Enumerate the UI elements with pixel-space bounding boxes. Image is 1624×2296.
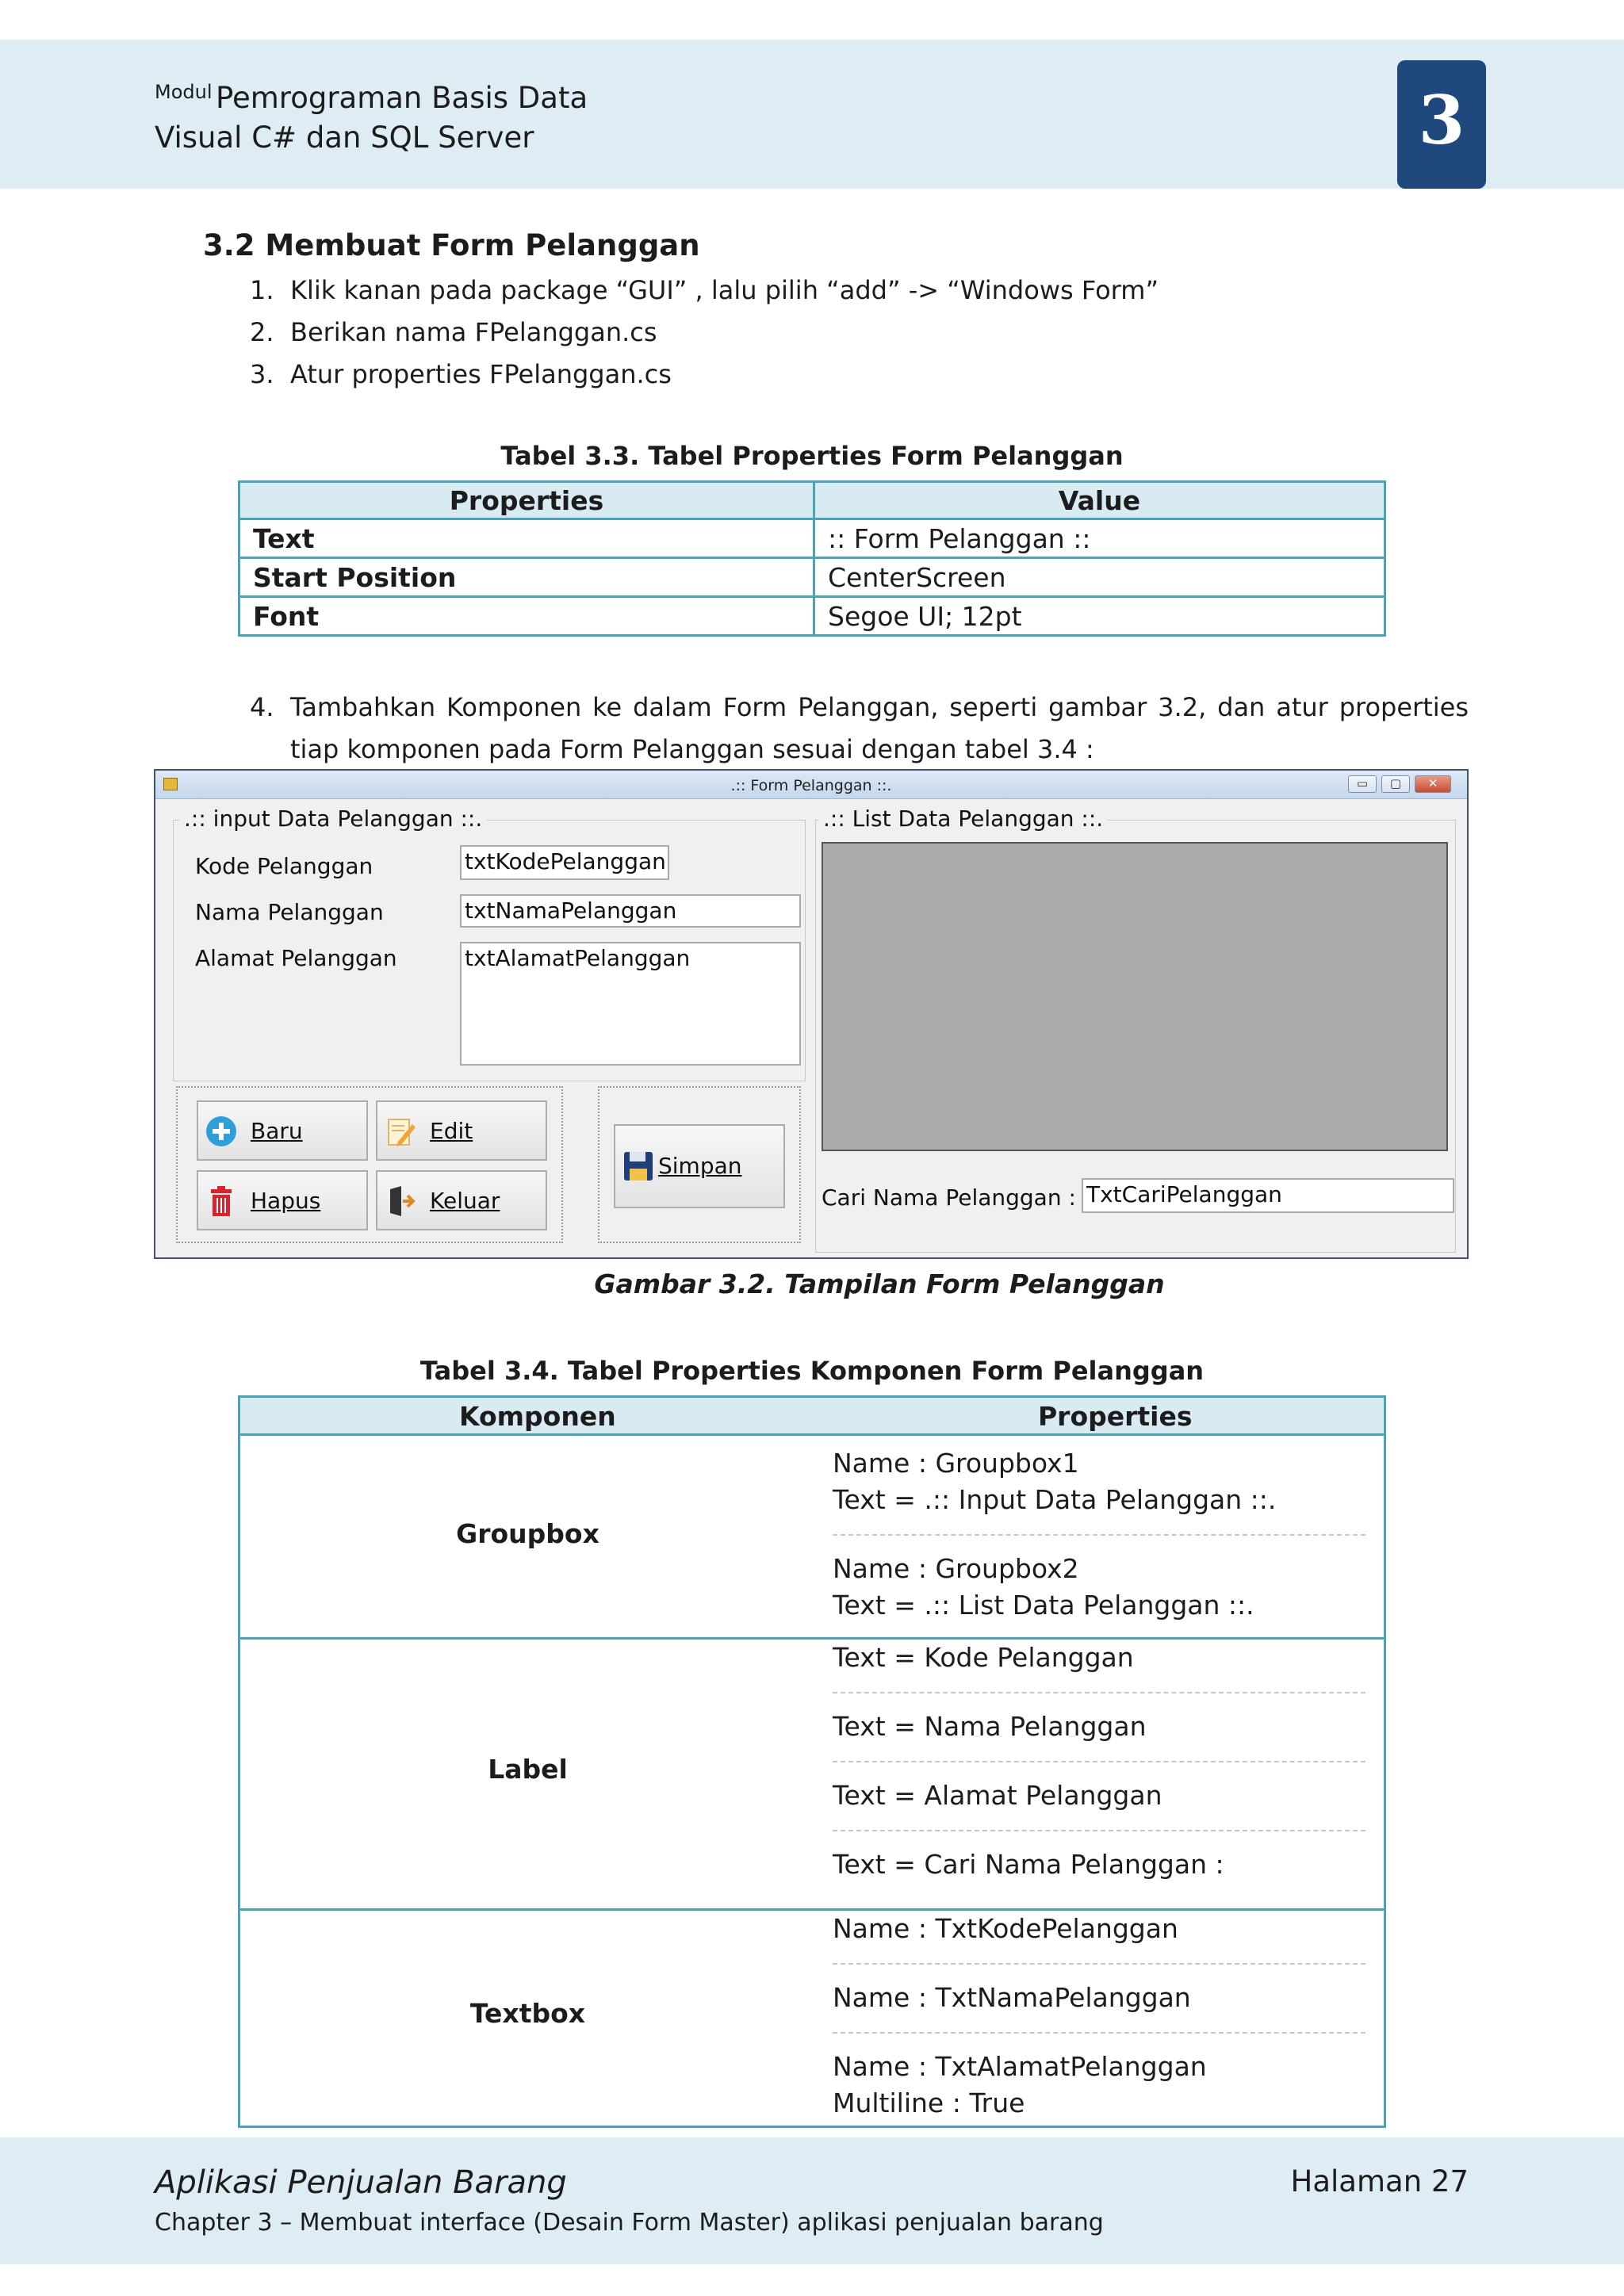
add-icon (205, 1115, 238, 1148)
label-kode: Kode Pelanggan (195, 853, 373, 879)
edit-button[interactable]: Edit (376, 1100, 547, 1161)
property-name: Start Position (239, 558, 814, 597)
kode-input[interactable]: txtKodePelanggan (460, 845, 669, 880)
modul-label: Modul (155, 81, 213, 103)
table-header-cell: Value (814, 482, 1385, 519)
keluar-button[interactable]: Keluar (376, 1170, 547, 1230)
steps-list (250, 270, 1159, 396)
component-properties: Text = Kode Pelanggan Text = Nama Pelanggan Text = Alamat Pelanggan Text = Cari Nama Pelanggan : (833, 1640, 1365, 1883)
property-value: CenterScreen (814, 558, 1385, 597)
page-header (0, 40, 1624, 189)
page-footer (0, 2137, 1624, 2264)
label-alamat: Alamat Pelanggan (195, 945, 397, 971)
step-item: 3. Atur properties FPelanggan.cs (250, 359, 672, 389)
module-title-line2: Visual C# dan SQL Server (155, 121, 534, 155)
chapter-badge: 3 (1397, 60, 1486, 189)
alamat-textarea[interactable]: txtAlamatPelanggan (460, 942, 801, 1066)
table-row (239, 597, 1385, 636)
hapus-button[interactable]: Hapus (197, 1170, 368, 1230)
label-cari: Cari Nama Pelanggan : (822, 1184, 1076, 1211)
property-value: :: Form Pelanggan :: (814, 519, 1385, 558)
step-item-4: 4. Tambahkan Komponen ke dalam Form Pelanggan, seperti gambar 3.2, dan atur properties tiap komponen pada Form Pelanggan sesuai dengan tabel 3.4 : (250, 692, 1469, 764)
table-row (239, 558, 1385, 597)
page-number: Halaman 27 (1290, 2164, 1469, 2198)
exit-icon (384, 1184, 417, 1218)
minimize-icon[interactable]: ▭ (1348, 775, 1377, 793)
property-name: Text (239, 519, 814, 558)
groupbox-input-label: .:: input Data Pelanggan ::. (179, 806, 487, 832)
property-name: Font (239, 597, 814, 636)
edit-icon (384, 1115, 417, 1148)
maximize-icon[interactable]: ▢ (1381, 775, 1410, 793)
window-title: .:: Form Pelanggan ::. (730, 777, 892, 794)
component-name: Groupbox (456, 1518, 599, 1549)
component-name: Textbox (469, 1998, 586, 2029)
dashed-divider (833, 1761, 1365, 1762)
close-icon[interactable]: ✕ (1415, 775, 1451, 793)
module-title-line1: Pemrograman Basis Data (216, 81, 588, 115)
table-header-row (240, 1398, 1384, 1436)
save-icon (622, 1150, 655, 1183)
component-properties: Name : Groupbox1 Text = .:: Input Data Pelanggan ::. Name : Groupbox2 Text = .:: List Data Pelanggan ::. (833, 1445, 1365, 1624)
table-header-cell: Properties (1038, 1401, 1193, 1432)
window-titlebar (155, 771, 1467, 799)
dashed-divider (833, 1692, 1365, 1693)
trash-icon (205, 1184, 238, 1218)
step-item: 2. Berikan nama FPelanggan.cs (250, 317, 657, 347)
cari-input[interactable]: TxtCariPelanggan (1082, 1178, 1454, 1213)
dashed-divider (833, 1534, 1365, 1536)
component-name: Label (488, 1754, 568, 1785)
table-row (240, 1436, 1384, 1637)
dashed-divider (833, 1830, 1365, 1831)
table34 (238, 1395, 1386, 2128)
section-heading: 3.2 Membuat Form Pelanggan (203, 228, 700, 262)
label-nama: Nama Pelanggan (195, 899, 384, 925)
table-header-cell: Komponen (459, 1401, 616, 1432)
table34-caption: Tabel 3.4. Tabel Properties Komponen Form Pelanggan (419, 1356, 1205, 1386)
table-row (240, 1908, 1384, 2126)
nama-input[interactable]: txtNamaPelanggan (460, 894, 801, 928)
property-value: Segoe UI; 12pt (814, 597, 1385, 636)
book-title: Aplikasi Penjualan Barang (155, 2164, 567, 2201)
table-header-cell: Properties (239, 482, 814, 519)
step-item: 1. Klik kanan pada package “GUI” , lalu pilih “add” -> “Windows Form” (250, 275, 1159, 305)
component-properties: Name : TxtKodePelanggan Name : TxtNamaPelanggan Name : TxtAlamatPelanggan Multiline : True (833, 1911, 1365, 2122)
figure-caption: Gambar 3.2. Tampilan Form Pelanggan (594, 1269, 1165, 1299)
dashed-divider (833, 1963, 1365, 1965)
table-row (240, 1637, 1384, 1908)
table33-caption: Tabel 3.3. Tabel Properties Form Pelanggan (500, 441, 1124, 471)
table33 (238, 480, 1386, 637)
baru-button[interactable]: Baru (197, 1100, 368, 1161)
groupbox-list-label: .:: List Data Pelanggan ::. (818, 806, 1108, 832)
dashed-divider (833, 2032, 1365, 2034)
data-grid[interactable] (822, 842, 1448, 1151)
simpan-button[interactable]: Simpan (614, 1124, 785, 1208)
table-row (239, 519, 1385, 558)
table-header-row (239, 482, 1385, 519)
form-pelanggan-window (154, 769, 1469, 1259)
chapter-line: Chapter 3 – Membuat interface (Desain Form Master) aplikasi penjualan barang (155, 2209, 1104, 2237)
